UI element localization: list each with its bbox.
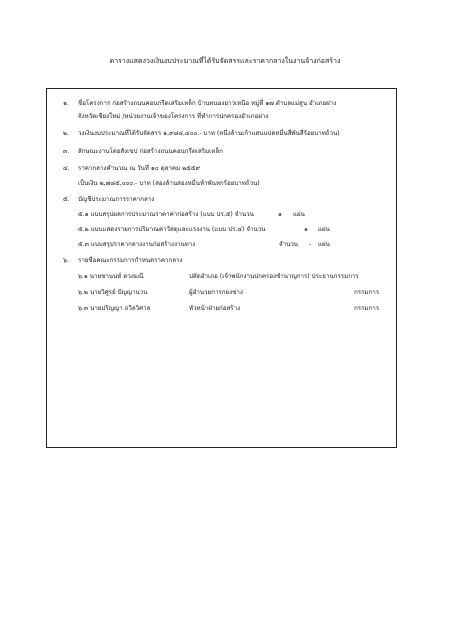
item-4-number: ๔.: [63, 165, 70, 172]
median-price-amount-line: เป็นเงิน ๒,๗๘๕,๐๐๐.- บาท (สองล้านสองหมื่นห้าพันหกร้อยบาทถ้วน): [78, 180, 260, 187]
committee-member-2-name: ๖.๒ นายวิศูรย์ ปัญญานวน: [78, 289, 148, 296]
committee-member-3-position: หัวหน้าฝ่ายก่อสร้าง: [189, 305, 241, 312]
project-name-line: ชื่อโครงการ ก่อสร้างถนนคอนกรีตเสริมเหล็ก บ้านหนองยาวเหนือ หมู่ที่ ๑๗ ตำบลแม่สูน อำเภอฝาง: [78, 100, 337, 107]
budget-line: วงเงินงบประมาณที่ได้รับจัดสรร ๑,๙๘๔,๔๐๐.- บาท (หนึ่งล้านเก้าแสนแปดหมื่นสี่พันสี่ร้อยบาทถ้วน): [78, 130, 340, 137]
estimate-5-1-qty: ๑: [278, 211, 282, 218]
project-owner-line: จังหวัดเชียงใหม่ /หน่วยงานเจ้าของโครงการ ที่ทำการปกครองอำเภอฝาง: [78, 113, 269, 120]
median-price-date-line: ราคากลางคำนวณ ณ วันที่ ๑๐ ตุลาคม ๒๕๕๙: [78, 165, 201, 172]
estimate-5-3-qty: -: [309, 241, 312, 248]
estimate-5-3-unit: แผ่น: [318, 241, 330, 248]
estimate-5-2-label: ๕.๒ แบบแสดงรายการปริมาณค่าวัสดุและแรงงาน (แบบ ปร.๔) จำนวน: [78, 226, 266, 233]
estimate-5-2-qty: ๑: [304, 226, 308, 233]
item-6-number: ๖.: [63, 257, 69, 264]
item-5-number: ๕.: [63, 196, 70, 203]
committee-member-2-position: ผู้อำนวยการกองช่าง: [189, 289, 243, 296]
committee-member-3-name: ๖.๓ นายปริญญา ถวิลวิศาล: [78, 305, 151, 312]
estimate-5-1-unit: แผ่น: [293, 211, 305, 218]
item-3-number: ๓.: [63, 148, 70, 155]
committee-heading: รายชื่อคณะกรรมการกำหนดราคากลาง: [78, 257, 183, 264]
estimate-5-1-label: ๕.๑ แบบสรุปผลการประมาณราคาค่าก่อสร้าง (แบบ ปร.๕) จำนวน: [78, 211, 254, 218]
estimate-list-heading: บัญชีประมาณการราคากลาง: [78, 196, 155, 203]
committee-member-1-name: ๖.๑ นายชานนท์ ดวงมณี: [78, 273, 144, 280]
item-1-number: ๑.: [63, 100, 69, 107]
work-description-line: ลักษณะงานโดยสังเขป ก่อสร้างถนนคอนกรีตเสริมเหล็ก: [78, 148, 223, 155]
item-2-number: ๒.: [63, 130, 70, 137]
committee-member-2-role: กรรมการ: [354, 289, 380, 296]
estimate-5-3-label: ๕.๓ แบบสรุปราคากลางงานก่อสร้างงานทาง: [78, 241, 196, 248]
estimate-5-2-unit: แผ่น: [318, 226, 330, 233]
content-frame: [46, 88, 397, 448]
estimate-5-3-count: จำนวน: [279, 241, 299, 248]
document-title: ตารางแสดงวงเงินงบประมาณที่ได้รับจัดสรรและราคากลางในงานจ้างก่อสร้าง: [109, 57, 341, 65]
committee-member-3-role: กรรมการ: [354, 305, 380, 312]
committee-member-1-position: ปลัดอำเภอ (เจ้าพนักงานปกครองชำนาญการ) ประธานกรรมการ: [189, 273, 359, 280]
